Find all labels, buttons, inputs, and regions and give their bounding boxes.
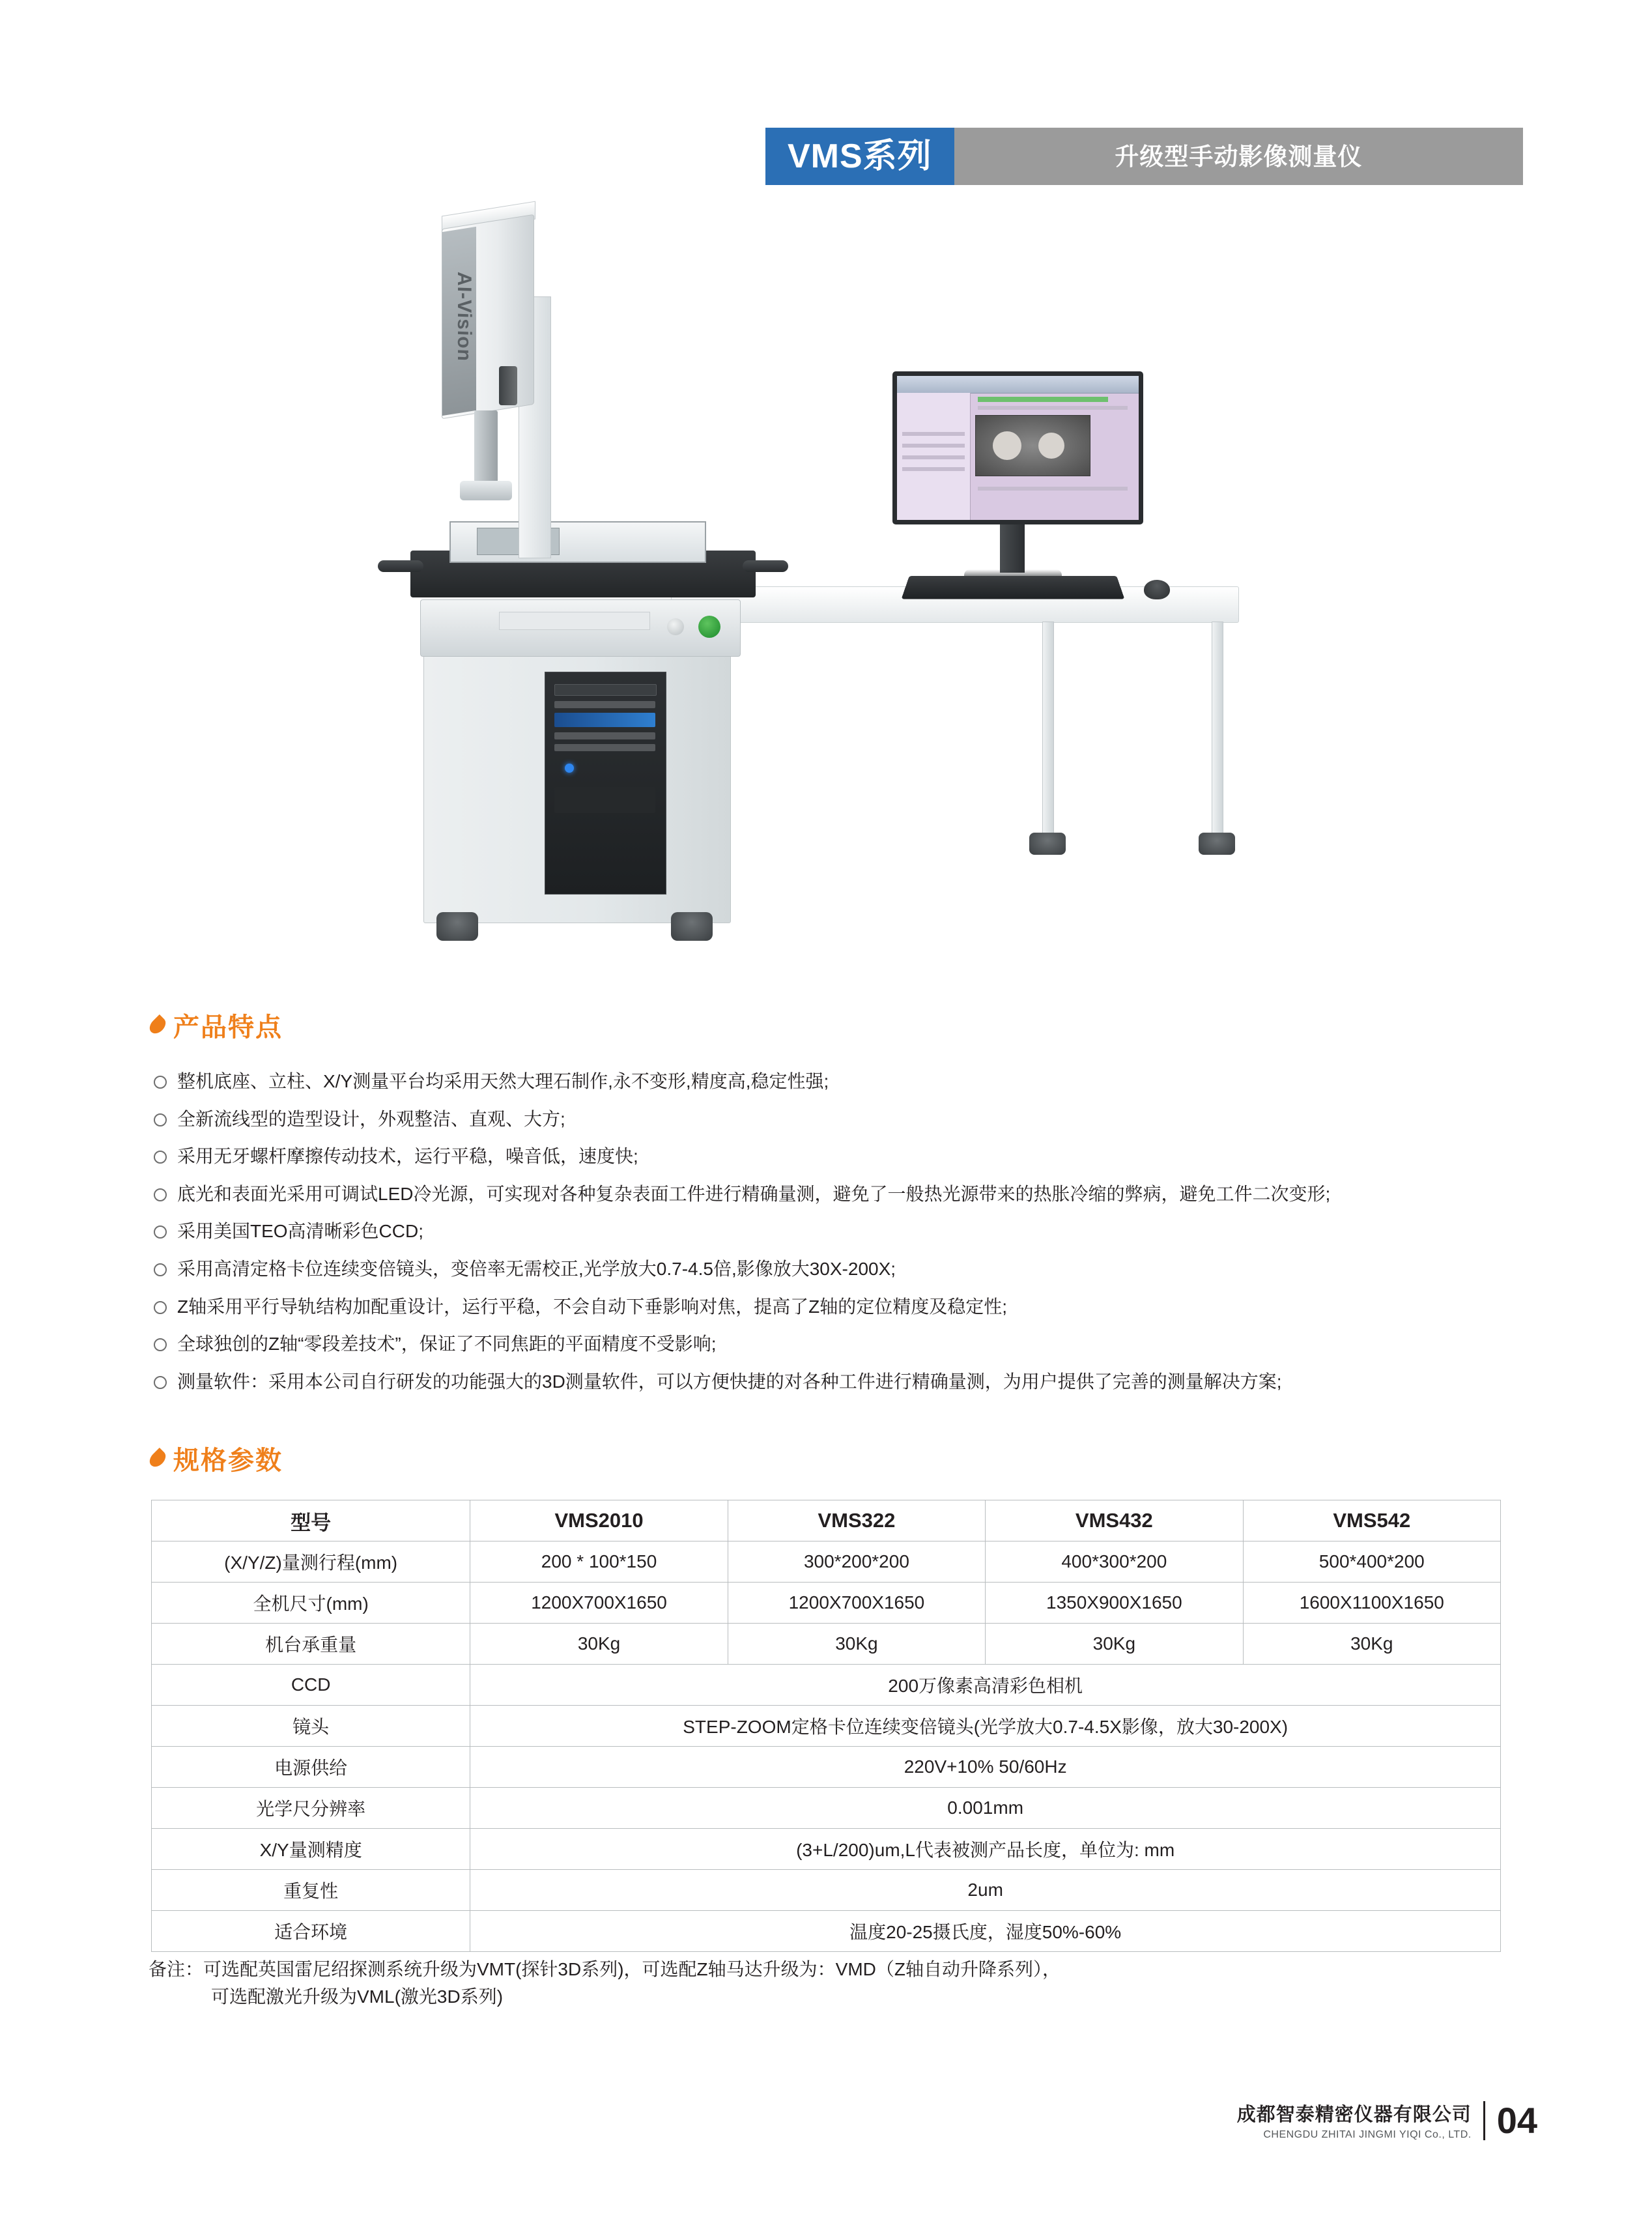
row-label: (X/Y/Z)量测行程(mm) bbox=[152, 1541, 470, 1583]
row-label: X/Y量测精度 bbox=[152, 1829, 470, 1870]
feature-text: Z轴采用平行导轨结构加配重设计，运行平稳，不会自动下垂影响对焦，提高了Z轴的定位精度及稳定性; bbox=[177, 1296, 1007, 1317]
table-header-cell: VMS432 bbox=[986, 1500, 1243, 1541]
table-cell: 0.001mm bbox=[470, 1788, 1501, 1829]
table-header-cell: VMS542 bbox=[1243, 1500, 1500, 1541]
table-row bbox=[152, 1788, 1501, 1829]
table-cell: 1200X700X1650 bbox=[470, 1583, 728, 1624]
software-toolbar bbox=[897, 376, 1139, 394]
features-list bbox=[154, 1068, 1535, 1406]
tower-slot-2 bbox=[554, 732, 655, 739]
row-label: 适合环境 bbox=[152, 1911, 470, 1952]
machine-base bbox=[420, 599, 741, 657]
table-row bbox=[152, 1911, 1501, 1952]
workpiece-blob-1 bbox=[993, 431, 1021, 460]
keyboard bbox=[902, 576, 1125, 599]
ring-light bbox=[460, 481, 512, 500]
table-cell: 温度20-25摄氏度，湿度50%-60% bbox=[470, 1911, 1501, 1952]
list-item bbox=[154, 1218, 1535, 1245]
company-name-cn: 成都智泰精密仪器有限公司 bbox=[1236, 2104, 1472, 2125]
list-item bbox=[154, 1294, 1535, 1321]
table-cell: 30Kg bbox=[1243, 1624, 1500, 1665]
feature-text: 采用无牙螺杆摩擦传动技术，运行平稳，噪音低，速度快; bbox=[177, 1146, 638, 1167]
table-cell: 1200X700X1650 bbox=[728, 1583, 985, 1624]
series-title: VMS系列 bbox=[788, 137, 932, 175]
droplet-icon bbox=[147, 1448, 169, 1470]
feature-text: 全新流线型的造型设计，外观整洁、直观、大方; bbox=[177, 1108, 565, 1129]
bullet-icon bbox=[154, 1338, 167, 1351]
feature-text: 测量软件：采用本公司自行研发的功能强大的3D测量软件，可以方便快捷的对各种工件进行精确量测，为用户提供了完善的测量解决方案; bbox=[177, 1371, 1282, 1392]
row-label: 重复性 bbox=[152, 1870, 470, 1911]
stage-knob-left[interactable] bbox=[378, 560, 423, 572]
table-cell: 200 * 100*150 bbox=[470, 1541, 728, 1583]
table-row bbox=[152, 1706, 1501, 1747]
desk-leg-left bbox=[1042, 622, 1054, 838]
desk-foot-left bbox=[1029, 833, 1066, 855]
monitor-stand bbox=[1000, 524, 1025, 573]
power-led bbox=[565, 764, 574, 773]
header-banner bbox=[765, 128, 1523, 185]
desk-leg-right bbox=[1212, 622, 1223, 838]
table-row bbox=[152, 1829, 1501, 1870]
table-cell: (3+L/200)um,L代表被测产品长度，单位为: mm bbox=[470, 1829, 1501, 1870]
zoom-lens-tube bbox=[474, 410, 498, 482]
desk-foot-right bbox=[1199, 833, 1235, 855]
focus-knob[interactable] bbox=[499, 366, 517, 405]
list-item bbox=[154, 1068, 1535, 1095]
table-cell: 2um bbox=[470, 1870, 1501, 1911]
table-header-cell: 型号 bbox=[152, 1500, 470, 1541]
software-status-strip bbox=[978, 397, 1108, 402]
features-heading-text: 产品特点 bbox=[173, 1013, 283, 1042]
bullet-icon bbox=[154, 1113, 167, 1126]
table-row bbox=[152, 1583, 1501, 1624]
table-row bbox=[152, 1541, 1501, 1583]
product-photo bbox=[365, 195, 1309, 977]
tower-badge bbox=[554, 713, 655, 727]
power-button[interactable] bbox=[698, 616, 720, 638]
table-row bbox=[152, 1665, 1501, 1706]
droplet-icon bbox=[147, 1014, 169, 1037]
software-panel-row-3 bbox=[902, 455, 965, 459]
row-label: 机台承重量 bbox=[152, 1624, 470, 1665]
base-label-plate bbox=[499, 612, 650, 630]
page-footer bbox=[1237, 2099, 1537, 2142]
remark-block bbox=[149, 1956, 1517, 2011]
machine-brand-label: AI-Vision bbox=[453, 270, 475, 364]
table-cell: 220V+10% 50/60Hz bbox=[470, 1747, 1501, 1788]
list-item bbox=[154, 1106, 1535, 1133]
feature-text: 采用美国TEO高清晰彩色CCD; bbox=[177, 1221, 424, 1242]
bullet-icon bbox=[154, 1226, 167, 1239]
optical-head bbox=[442, 214, 534, 419]
features-heading bbox=[151, 1007, 283, 1044]
feature-text: 底光和表面光采用可调试LED冷光源，可实现对各种复杂表面工件进行精确量测，避免了一般热光源带来的热胀冷缩的弊病，避免工件二次变形; bbox=[177, 1183, 1331, 1204]
footer-divider bbox=[1483, 2101, 1485, 2140]
table-cell: 1600X1100X1650 bbox=[1243, 1583, 1500, 1624]
feature-text: 采用高清定格卡位连续变倍镜头，变倍率无需校正,光学放大0.7-4.5倍,影像放大30X-200X; bbox=[177, 1258, 896, 1279]
row-label: 全机尺寸(mm) bbox=[152, 1583, 470, 1624]
specs-heading-text: 规格参数 bbox=[173, 1446, 283, 1475]
bullet-icon bbox=[154, 1188, 167, 1201]
software-panel-row-4 bbox=[902, 467, 965, 471]
xy-measuring-stage bbox=[449, 521, 706, 563]
tower-vent bbox=[554, 787, 655, 813]
table-cell: 300*200*200 bbox=[728, 1541, 985, 1583]
list-item bbox=[154, 1331, 1535, 1358]
software-panel-row-2 bbox=[902, 444, 965, 448]
table-cell: 30Kg bbox=[728, 1624, 985, 1665]
monitor-screen bbox=[897, 376, 1139, 520]
workpiece-blob-2 bbox=[1038, 433, 1064, 459]
row-label: 电源供给 bbox=[152, 1747, 470, 1788]
list-item bbox=[154, 1256, 1535, 1283]
row-label: 光学尺分辨率 bbox=[152, 1788, 470, 1829]
table-cell: 500*400*200 bbox=[1243, 1541, 1500, 1583]
software-line bbox=[978, 406, 1128, 410]
mouse bbox=[1144, 580, 1170, 599]
table-cell: 30Kg bbox=[470, 1624, 728, 1665]
tower-slot-3 bbox=[554, 744, 655, 751]
bullet-icon bbox=[154, 1151, 167, 1164]
subtitle-block bbox=[954, 128, 1523, 185]
table-row bbox=[152, 1870, 1501, 1911]
specs-table bbox=[151, 1500, 1501, 1952]
specs-heading bbox=[151, 1440, 283, 1477]
feature-text: 整机底座、立柱、X/Y测量平台均采用天然大理石制作,永不变形,精度高,稳定性强; bbox=[177, 1071, 829, 1091]
secondary-button[interactable] bbox=[667, 618, 684, 635]
bullet-icon bbox=[154, 1263, 167, 1276]
series-title-block bbox=[765, 128, 954, 185]
page-number: 04 bbox=[1496, 2100, 1537, 2141]
table-cell: 200万像素高清彩色相机 bbox=[470, 1665, 1501, 1706]
monitor bbox=[892, 371, 1143, 524]
list-item bbox=[154, 1143, 1535, 1170]
computer-tower bbox=[545, 672, 666, 895]
bullet-icon bbox=[154, 1301, 167, 1314]
cabinet-foot-left bbox=[436, 912, 478, 941]
bullet-icon bbox=[154, 1076, 167, 1089]
remark-line-2: 可选配激光升级为VML(激光3D系列) bbox=[211, 1986, 504, 2007]
remark-line-1: 备注：可选配英国雷尼绍探测系统升级为VMT(探针3D系列)，可选配Z轴马达升级为：VMD（Z轴自动升降系列）， bbox=[149, 1959, 1061, 1979]
software-measurement-view bbox=[975, 415, 1090, 476]
company-name-en: CHENGDU ZHITAI JINGMI YIQI Co., LTD. bbox=[1263, 2129, 1472, 2140]
optical-drive bbox=[554, 684, 657, 696]
tower-slot-1 bbox=[554, 701, 655, 708]
row-label: CCD bbox=[152, 1665, 470, 1706]
specs-table-wrap bbox=[151, 1500, 1501, 1952]
table-row bbox=[152, 1624, 1501, 1665]
table-header-cell: VMS322 bbox=[728, 1500, 985, 1541]
list-item bbox=[154, 1369, 1535, 1396]
table-row bbox=[152, 1747, 1501, 1788]
table-cell: 30Kg bbox=[986, 1624, 1243, 1665]
table-cell: STEP-ZOOM定格卡位连续变倍镜头(光学放大0.7-4.5X影像，放大30-200X) bbox=[470, 1706, 1501, 1747]
list-item bbox=[154, 1181, 1535, 1208]
header-subtitle: 升级型手动影像测量仪 bbox=[1115, 143, 1363, 170]
row-label: 镜头 bbox=[152, 1706, 470, 1747]
table-header-cell: VMS2010 bbox=[470, 1500, 728, 1541]
stage-knob-right[interactable] bbox=[743, 560, 788, 572]
footer-company-block bbox=[1237, 2100, 1472, 2141]
feature-text: 全球独创的Z轴“零段差技术”，保证了不同焦距的平面精度不受影响; bbox=[177, 1334, 717, 1354]
table-cell: 400*300*200 bbox=[986, 1541, 1243, 1583]
bullet-icon bbox=[154, 1376, 167, 1389]
cabinet-foot-right bbox=[671, 912, 713, 941]
software-panel-row-1 bbox=[902, 432, 965, 436]
machine-cabinet bbox=[423, 652, 731, 923]
table-header-row bbox=[152, 1500, 1501, 1541]
table-cell: 1350X900X1650 bbox=[986, 1583, 1243, 1624]
software-bottom-row bbox=[978, 487, 1128, 491]
